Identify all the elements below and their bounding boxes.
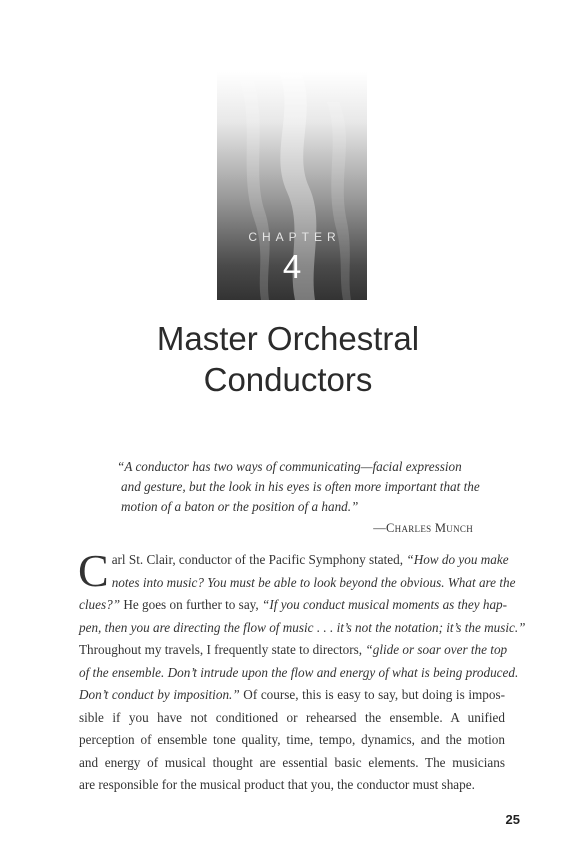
text-run: are responsible for the musical product that you, the conductor must shape. bbox=[79, 777, 475, 792]
italic-text: “How do you make bbox=[406, 552, 509, 567]
body-line bbox=[79, 774, 505, 797]
body-line bbox=[79, 684, 505, 707]
text-run: Of course, this is easy to say, but doing is impos- bbox=[239, 687, 505, 702]
chapter-opener-graphic bbox=[217, 72, 367, 300]
epigraph-quote bbox=[117, 457, 480, 517]
body-paragraph bbox=[78, 545, 526, 797]
text-run: and energy of musical thought are essential basic elements. The musicians bbox=[79, 754, 505, 770]
chapter-title bbox=[0, 318, 576, 400]
body-line bbox=[79, 752, 505, 775]
epigraph-attribution: —Charles Munch bbox=[373, 521, 473, 535]
drop-cap: C bbox=[78, 545, 109, 596]
epigraph-line: and gesture, but the look in his eyes is often more important that the bbox=[121, 479, 480, 494]
page-number: 25 bbox=[505, 812, 520, 827]
body-line bbox=[79, 617, 526, 640]
epigraph-line: motion of a baton or the position of a hand.” bbox=[121, 499, 359, 514]
text-run: sible if you have not conditioned or rehearsed the ensemble. A unified bbox=[79, 709, 505, 725]
body-line bbox=[79, 594, 508, 617]
italic-text: clues?” bbox=[79, 597, 121, 612]
chapter-label: CHAPTER bbox=[248, 230, 341, 244]
chapter-title-line-1: Master Orchestral bbox=[156, 320, 420, 357]
text-run: Throughout my travels, I frequently state to directors, bbox=[79, 642, 366, 657]
text-run: perception of ensemble tone quality, time, tempo, dynamics, and the motion bbox=[79, 732, 505, 747]
italic-text: pen, then you are directing the flow of music . . . it’s not the notation; it’s the music.” bbox=[79, 619, 526, 635]
epigraph-line: “A conductor has two ways of communicating—facial expression bbox=[117, 459, 462, 474]
italic-text: “If you conduct musical moments as they hap- bbox=[262, 597, 508, 612]
body-line bbox=[79, 549, 509, 572]
text-run: He goes on further to say, bbox=[120, 597, 263, 612]
italic-text: of the ensemble. Don’t intrude upon the flow and energy of what is being produced. bbox=[79, 664, 519, 680]
body-line bbox=[79, 639, 508, 662]
italic-text: notes into music? You must be able to look beyond the obvious. What are the bbox=[111, 574, 516, 590]
italic-text: Don’t conduct by imposition.” bbox=[79, 687, 240, 702]
body-line bbox=[79, 707, 505, 730]
body-line bbox=[79, 662, 519, 685]
chapter-title-line-2: Conductors bbox=[203, 361, 373, 398]
italic-text: “glide or soar over the top bbox=[365, 642, 508, 657]
body-line bbox=[79, 729, 505, 752]
chapter-number: 4 bbox=[282, 248, 302, 285]
body-lines bbox=[78, 545, 526, 797]
body-line bbox=[79, 572, 516, 595]
text-run: arl St. Clair, conductor of the Pacific Symphony stated, bbox=[111, 552, 407, 567]
